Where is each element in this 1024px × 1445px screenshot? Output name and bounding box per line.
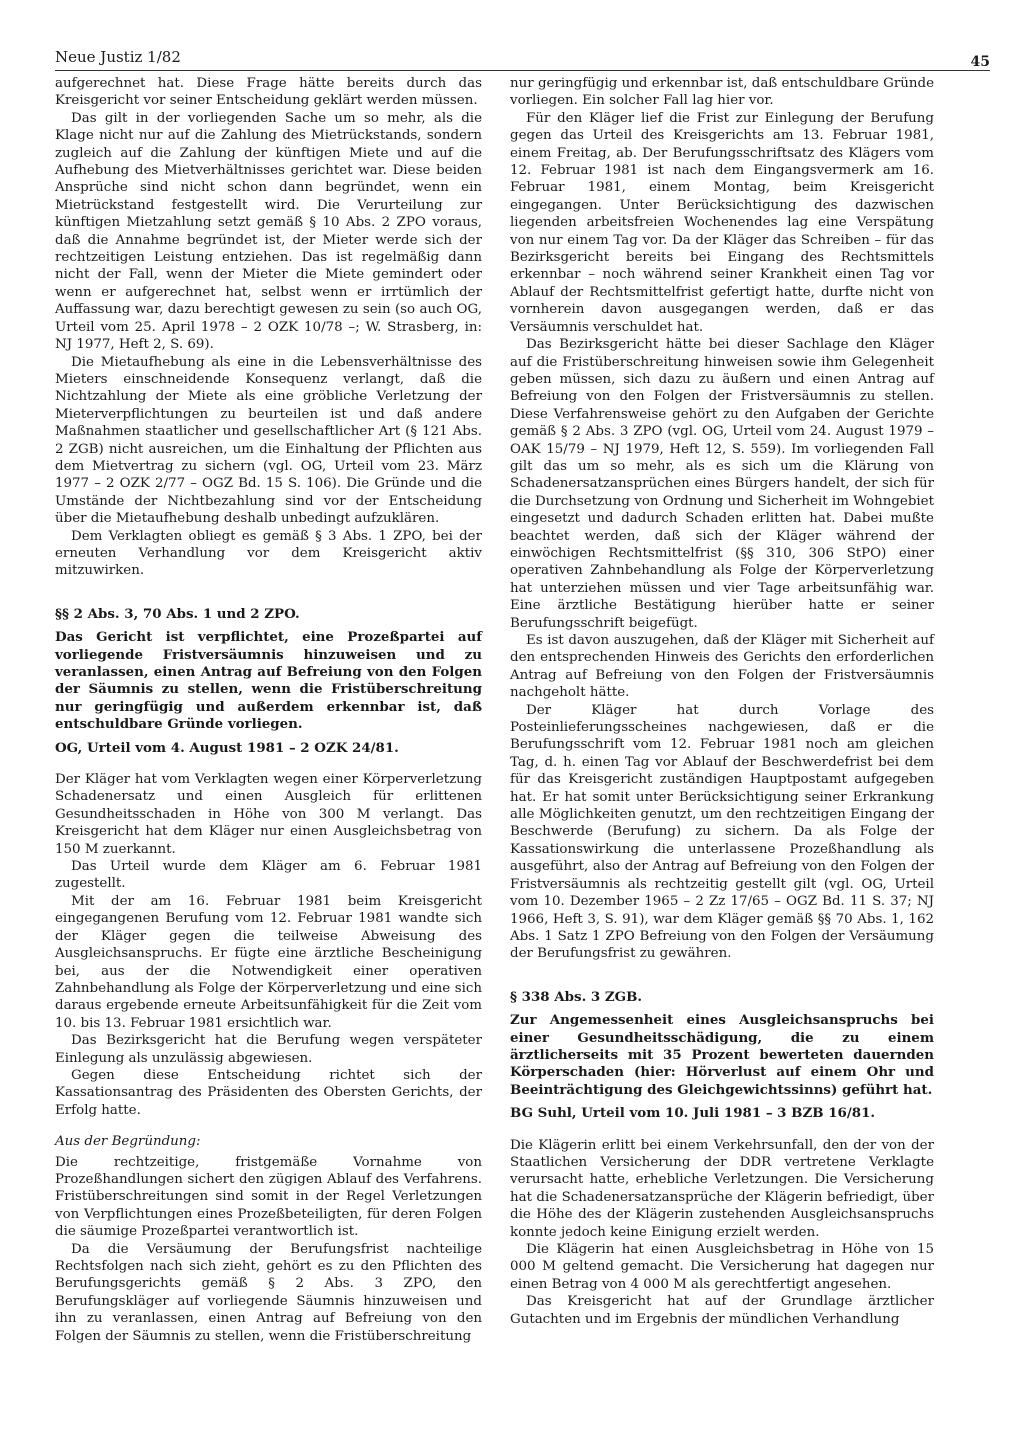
paragraph: nur geringfügig und erkennbar ist, daß entschuldbare Gründe vorliegen. Ein solcher Fall lag hier vor. — [510, 76, 934, 109]
court-citation: OG, Urteil vom 4. August 1981 – 2 OZK 24/81. — [55, 739, 399, 756]
norm-citation: § 338 Abs. 3 ZGB. — [510, 988, 643, 1005]
paragraph: Dem Verklagten obliegt es gemäß § 3 Abs. 1 ZPO, bei der erneuten Verhandlung vor dem Kreisgericht aktiv mitzuwirken. — [55, 528, 482, 579]
headnote: Zur Angemessenheit eines Ausgleichsanspruchs bei einer Gesundheitsschädigung, die zu einem ärztlicherseits mit 35 Prozent bewerteten dauernden Körperschaden (hier: Hörverlust auf einem Ohr und Beeinträchtigung des Gleichgewichtssinns) geführt hat. — [510, 1012, 934, 1098]
norm-citation: §§ 2 Abs. 3, 70 Abs. 1 und 2 ZPO. — [55, 605, 300, 622]
left-column — [55, 75, 482, 1345]
headnote: Das Gericht ist verpflichtet, eine Prozeßpartei auf vorliegende Fristversäumnis hinzuweisen und zu veranlassen, einen Antrag auf Befreiung von den Folgen der Säumnis zu stellen, wenn die Fristüberschreitung nur geringfügig und außerdem erkennbar ist, daß entschuldbare Gründe vorliegen. — [55, 629, 482, 733]
paragraph: Gegen diese Entscheidung richtet sich der Kassationsantrag des Präsidenten des Obersten Gerichts, der Erfolg hatte. — [55, 1067, 482, 1118]
paragraph: Für den Kläger lief die Frist zur Einlegung der Berufung gegen das Urteil des Kreisgerichts am 13. Februar 1981, einem Freitag, ab. Der Berufungsschriftsatz des Klägers vom 12. Februar 1981 ist nach dem Eingangsvermerk am 16. Februar 1981, einem Montag, beim Kreisgericht eingegangen. Unter Berücksichtigung des dazwischen liegenden arbeitsfreien Wochenendes lag eine Verspätung von nur einem Tag vor. Da der Kläger das Schreiben – für das Bezirksgericht bereits bei Eingang des Rechtsmittels erkennbar – noch während seiner Krankheit einen Tag vor Ablauf der Rechtsmittelfrist gefertigt hatte, durfte nicht von vornherein davon ausgegangen werden, daß er das Versäumnis verschuldet hat. — [510, 110, 934, 335]
right-column — [510, 75, 934, 1328]
paragraph: Der Kläger hat durch Vorlage des Posteinlieferungsscheines nachgewiesen, daß er die Berufungsschrift vom 12. Februar 1981 noch am gleichen Tag, d. h. einen Tag vor Ablauf der Beschwerdefrist bei dem für das Kreisgericht zuständigen Hauptpostamt aufgegeben hat. Er hat somit unter Berücksichtigung seiner Erkrankung alle Möglichkeiten genutzt, um den rechtzeitigen Eingang der Beschwerde (Berufung) zu sichern. Da als Folge der Kassationswirkung die unterlassene Prozeßhandlung als ausgeführt, also der Antrag auf Befreiung von den Folgen der Fristversäumnis als rechtzeitig gestellt gilt (vgl. OG, Urteil vom 10. Dezember 1965 – 2 Zz 17/65 – OGZ Bd. 11 S. 37; NJ 1966, Heft 3, S. 91), war dem Kläger gemäß §§ 70 Abs. 1, 162 Abs. 1 Satz 1 ZPO Befreiung von den Folgen der Versäumung der Berufungsfrist zu gewähren. — [510, 702, 934, 962]
subheading: Aus der Begründung: — [55, 1134, 201, 1150]
paragraph: Die Klägerin hat einen Ausgleichsbetrag in Höhe von 15 000 M geltend gemacht. Die Versicherung hat dagegen nur einen Betrag von 4 000 M als gerechtfertigt angesehen. — [510, 1242, 934, 1292]
paragraph: Es ist davon auszugehen, daß der Kläger mit Sicherheit auf den entsprechenden Hinweis des Gerichts den erforderlichen Antrag auf Befreiung von den Folgen der Fristversäumnis nachgeholt hätte. — [510, 633, 934, 701]
paragraph: Die Klägerin erlitt bei einem Verkehrsunfall, den der von der Staatlichen Versicherung der DDR vertretene Verklagte verursacht hatte, erhebliche Verletzungen. Die Versicherung hat die Schadenersatzansprüche der Klägerin befriedigt, über die Höhe des der Klägerin zustehenden Ausgleichsanspruchs konnte jedoch keine Einigung erzielt werden. — [510, 1137, 934, 1240]
page-header — [55, 48, 990, 71]
paragraph: Das Bezirksgericht hätte bei dieser Sachlage den Kläger auf die Fristüberschreitung hinweisen sowie ihm Gelegenheit geben müssen, sich dazu zu äußern und einen Antrag auf Befreiung von den Folgen der Fristversäumnis zu stellen. Diese Verfahrensweise gehört zu den Aufgaben der Gerichte gemäß § 2 Abs. 3 ZPO (vgl. OG, Urteil vom 24. August 1979 – OAK 15/79 – NJ 1979, Heft 12, S. 559). Im vorliegenden Fall gilt das um so mehr, als es sich um die Klärung von Schadenersatzansprüchen eines Bürgers handelt, der sich für die Durchsetzung von Ordnung und Sicherheit im Wohngebiet eingesetzt und dadurch Schaden erlitten hat. Dabei mußte beachtet werden, daß sich der Kläger während der einwöchigen Rechtsmittelfrist (§§ 310, 306 StPO) einer operativen Zahnbehandlung als Folge der Körperverletzung hat unterziehen müssen und vier Tage arbeitsunfähig war. Eine ärztliche Bestätigung hierüber hatte er seiner Berufungsschrift beigefügt. — [510, 337, 934, 631]
paragraph: Da die Versäumung der Berufungsfrist nachteilige Rechtsfolgen nach sich zieht, gehört es zu den Pflichten des Berufungsgerichts gemäß § 2 Abs. 3 ZPO, den Berufungskläger auf vorliegende Säumnis hinzuweisen und ihn zu veranlassen, einen Antrag auf Befreiung von den Folgen der Säumnis zu stellen, wenn die Fristüberschreitung — [55, 1241, 482, 1344]
paragraph: Die rechtzeitige, fristgemäße Vornahme von Prozeßhandlungen sichert den zügigen Ablauf des Verfahrens. Fristüberschreitungen sind somit in der Regel Verletzungen von Verpflichtungen eines Prozeßbeteiligten, für deren Folgen die säumige Prozeßpartei verantwortlich ist. — [55, 1154, 482, 1240]
paragraph: Die Mietaufhebung als eine in die Lebensverhältnisse des Mieters einschneidende Konsequenz verlangt, daß die Nichtzahlung der Miete als eine gröbliche Verletzung der Mieterverpflichtungen zu beurteilen ist und daß andere Maßnahmen staatlicher und gesellschaftlicher Art (§ 121 Abs. 2 ZGB) nicht ausreichen, um die Einhaltung der Pflichten aus dem Mietvertrag zu sichern (vgl. OG, Urteil vom 23. März 1977 – 2 OZK 2/77 – OGZ Bd. 15 S. 106). Die Gründe und die Umstände der Nichtbezahlung sind vor der Entscheidung über die Mietaufhebung deshalb unbedingt aufzuklären. — [55, 354, 482, 527]
court-citation: BG Suhl, Urteil vom 10. Juli 1981 – 3 BZB 16/81. — [510, 1105, 876, 1122]
paragraph: Das Bezirksgericht hat die Berufung wegen verspäteter Einlegung als unzulässig abgewiesen. — [55, 1033, 482, 1066]
paragraph: Der Kläger hat vom Verklagten wegen einer Körperverletzung Schadenersatz und einen Ausgleich für erlittenen Gesundheitsschaden in Höhe von 300 M verlangt. Das Kreisgericht hat dem Kläger nur einen Ausgleichsbetrag von 150 M zuerkannt. — [55, 772, 482, 857]
paragraph: Das gilt in der vorliegenden Sache um so mehr, als die Klage nicht nur auf die Zahlung des Mietrückstands, sondern zugleich auf die Zahlung der künftigen Miete und auf die Aufhebung des Mietverhältnisses gerichtet war. Diese beiden Ansprüche sind nicht schon dann begründet, wenn ein Mietrückstand festgestellt wird. Die Verurteilung zur künftigen Mietzahlung setzt gemäß § 10 Abs. 2 ZPO voraus, daß die Annahme begründet ist, der Mieter werde sich der rechtzeitigen Leistung entziehen. Das ist regelmäßig dann nicht der Fall, wenn der Mieter die Miete gemindert oder wenn er aufgerechnet hat, selbst wenn er irrtümlich der Auffassung war, dazu berechtigt gewesen zu sein (so auch OG, Urteil vom 25. April 1978 – 2 OZK 10/78 –; W. Strasberg, in: NJ 1977, Heft 2, S. 69). — [55, 110, 482, 353]
paragraph: aufgerechnet hat. Diese Frage hätte bereits durch das Kreisgericht vor seiner Entscheidung geklärt werden müssen. — [55, 76, 482, 109]
paragraph: Das Kreisgericht hat auf der Grundlage ärztlicher Gutachten und im Ergebnis der mündlichen Verhandlung — [510, 1294, 934, 1327]
paragraph: Das Urteil wurde dem Kläger am 6. Februar 1981 zugestellt. — [55, 859, 482, 892]
paragraph: Mit der am 16. Februar 1981 beim Kreisgericht eingegangenen Berufung vom 12. Februar 1981 wandte sich der Kläger gegen die teilweise Abweisung des Ausgleichsanspruchs. Er fügte eine ärztliche Bescheinigung bei, aus der die Notwendigkeit einer operativen Zahnbehandlung als Folge der Körperverletzung und eine sich daraus ergebende erneute Arbeitsunfähigkeit für die Zeit vom 10. bis 13. Februar 1981 ersichtlich war. — [55, 893, 482, 1031]
journal-title: Neue Justiz 1/82 — [55, 48, 181, 66]
page-number: 45 — [970, 54, 990, 70]
